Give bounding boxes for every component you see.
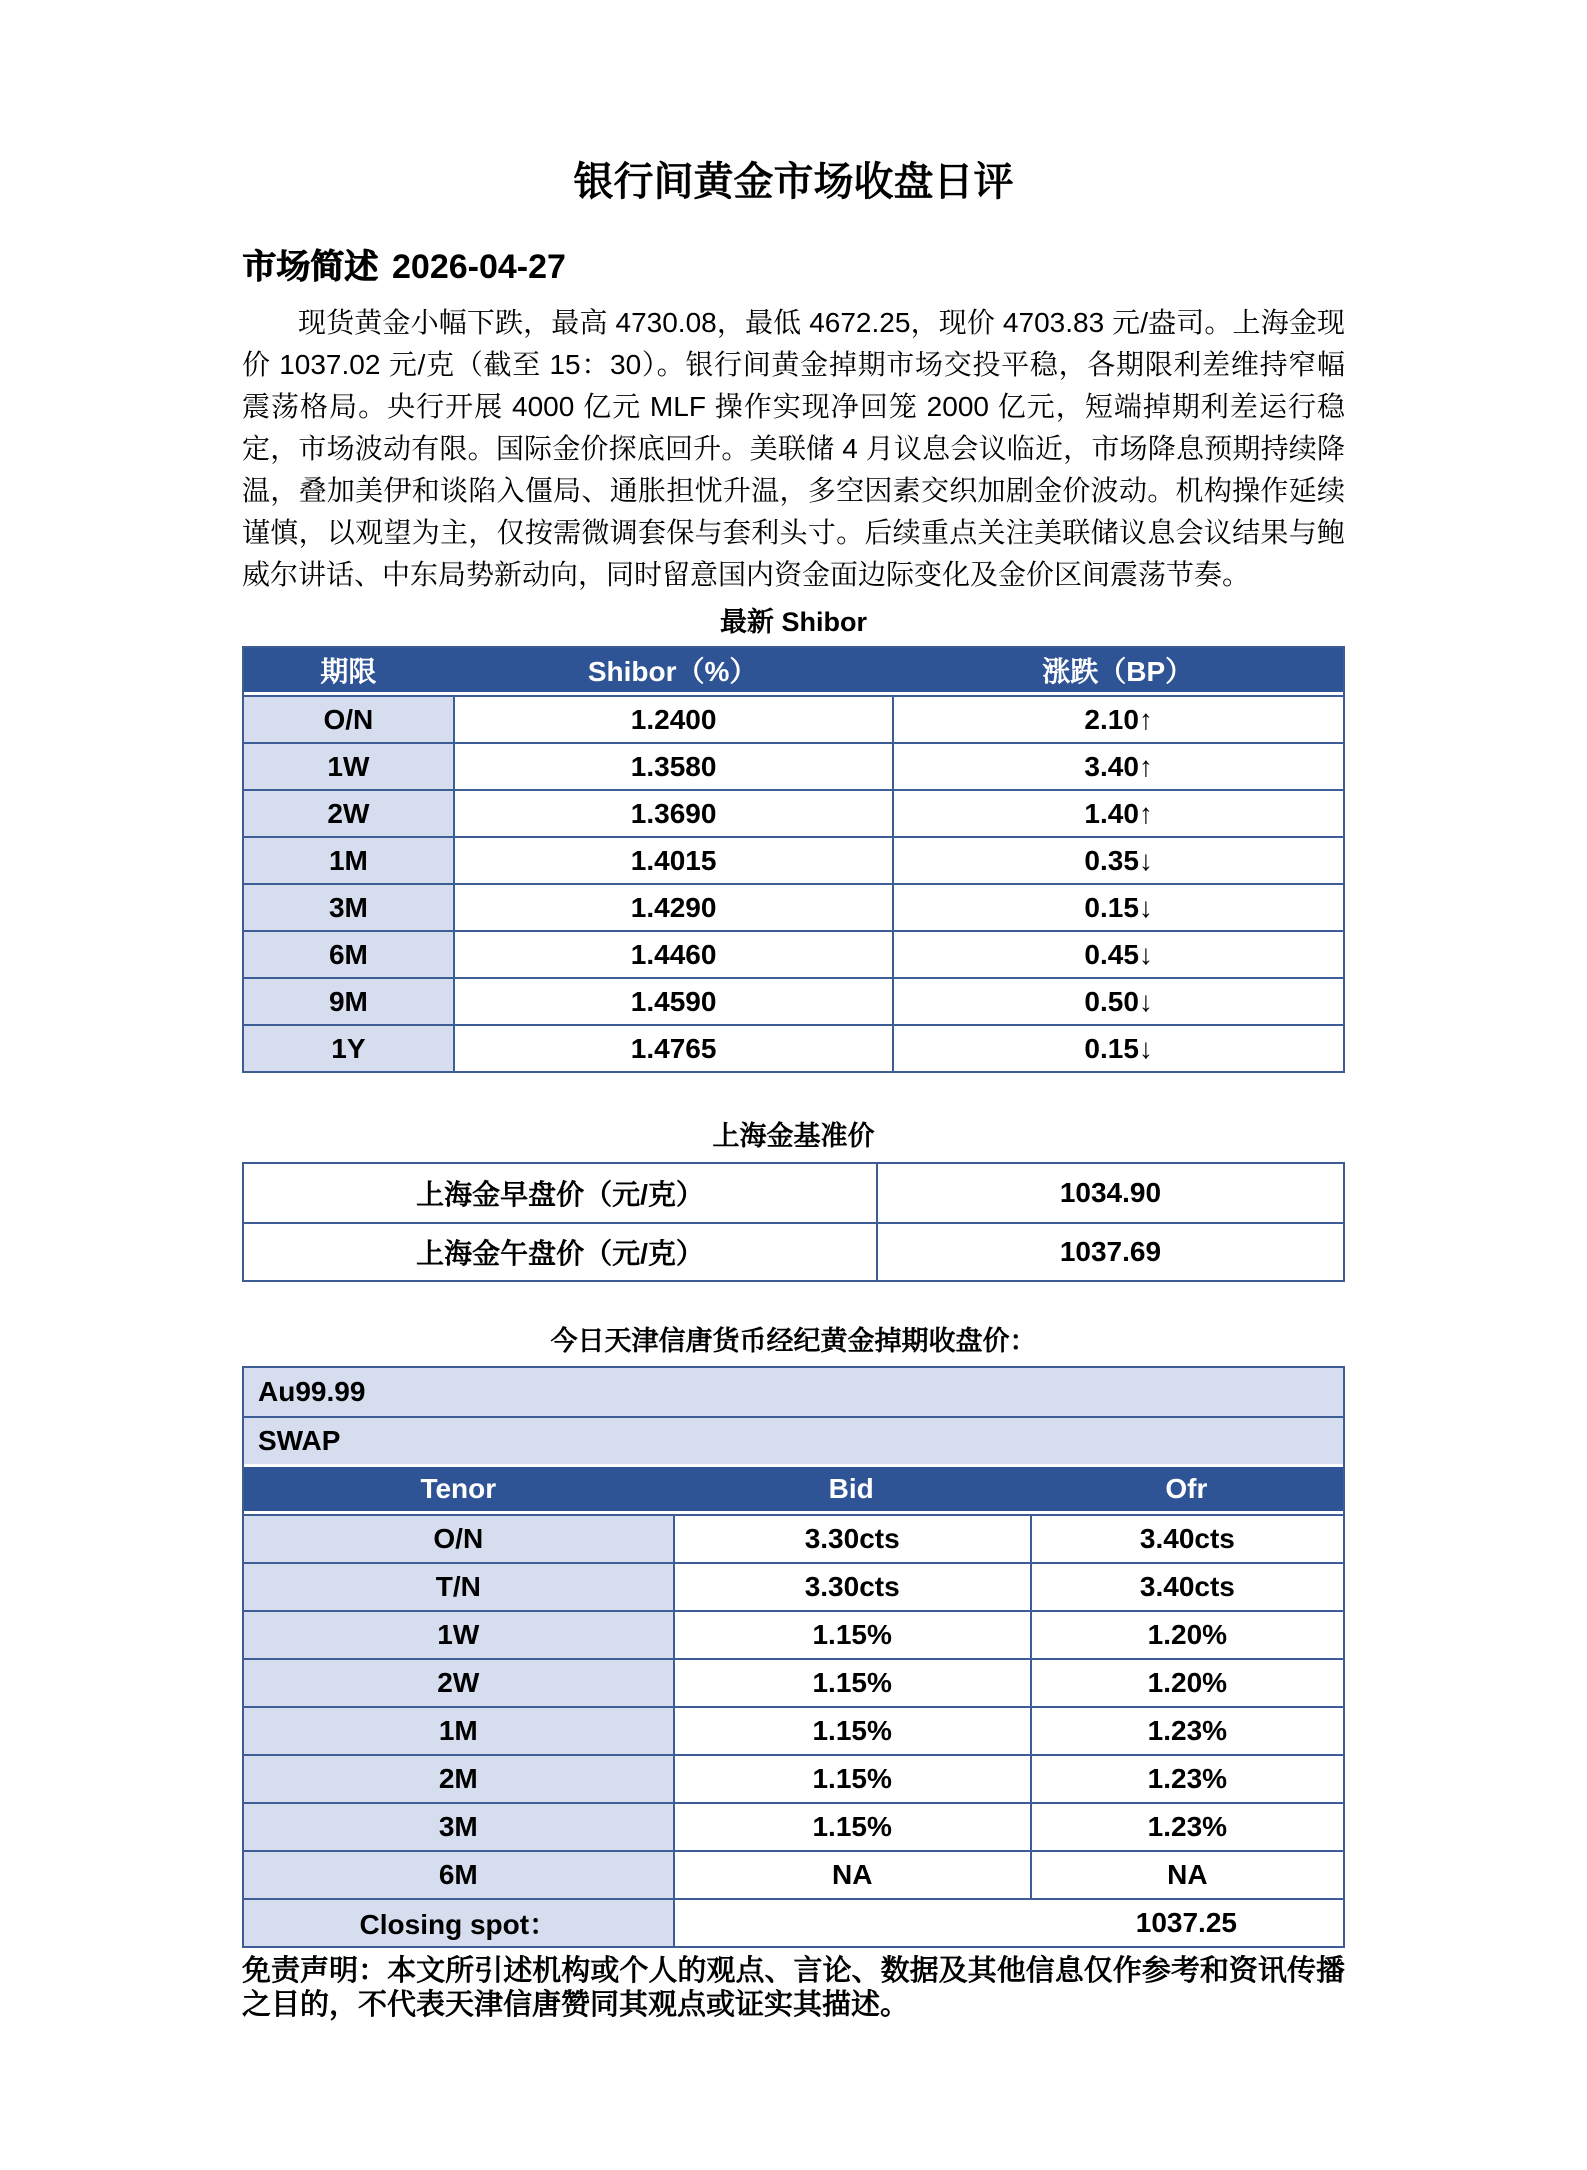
instrument-label: SWAP <box>244 1418 1343 1464</box>
tenor-cell: 6M <box>244 1852 673 1898</box>
disclaimer-text: 免责声明：本文所引述机构或个人的观点、言论、数据及其他信息仅作参考和资讯传播之目的，不代表天津信唐赞同其观点或证实其描述。 <box>242 1955 1345 2021</box>
price-label-cell: 上海金午盘价（元/克） <box>416 1238 704 1269</box>
price-value-cell: 1037.69 <box>876 1224 1343 1280</box>
table-row <box>244 1610 1343 1658</box>
shanghai-gold-table <box>242 1162 1345 1282</box>
bid-cell: 1.15% <box>673 1708 1030 1754</box>
shibor-header-change: 涨跌（BP） <box>1042 656 1194 687</box>
ofr-cell: 3.40cts <box>1030 1516 1343 1562</box>
table-row <box>244 1024 1343 1071</box>
table-row <box>244 695 1343 742</box>
table-row <box>244 1164 1343 1222</box>
ofr-cell: 1.23% <box>1030 1804 1343 1850</box>
table-row <box>244 1850 1343 1898</box>
tenor-cell: 3M <box>244 1804 673 1850</box>
swap-table-title: 今日天津信唐货币经纪黄金掉期收盘价： <box>550 1326 1037 1356</box>
table-row <box>244 1754 1343 1802</box>
section-heading-label: 市场简述 <box>242 248 378 286</box>
bid-cell: 3.30cts <box>673 1564 1030 1610</box>
bid-cell: 1.15% <box>673 1804 1030 1850</box>
rate-cell: 1.4590 <box>453 979 893 1024</box>
table-row <box>244 930 1343 977</box>
closing-spot-label: Closing spot： <box>244 1900 673 1946</box>
doc-title: 银行间黄金市场收盘日评 <box>573 160 1014 204</box>
tenor-cell: 2W <box>244 1660 673 1706</box>
price-value-cell: 1034.90 <box>876 1164 1343 1222</box>
tenor-cell: O/N <box>244 697 453 742</box>
swap-header-tenor: Tenor <box>420 1473 497 1504</box>
tenor-cell: 2W <box>244 791 453 836</box>
rate-cell: 1.3690 <box>453 791 893 836</box>
shibor-table <box>242 646 1345 1073</box>
change-cell: 0.15↓ <box>892 1026 1343 1071</box>
product-label: Au99.99 <box>244 1368 1343 1416</box>
ofr-cell: 1.23% <box>1030 1756 1343 1802</box>
swap-header-bid: Bid <box>828 1473 874 1504</box>
table-row <box>244 789 1343 836</box>
table-row <box>244 977 1343 1024</box>
shibor-table-title: 最新 Shibor <box>720 607 867 637</box>
table-row <box>244 1562 1343 1610</box>
market-summary-paragraph: 现货黄金小幅下跌，最高 4730.08，最低 4672.25，现价 4703.83 元/盎司。上海金现价 1037.02 元/克（截至 15：30）。银行间黄金掉期市场交投平稳，各期限利差维持窄幅震荡格局。央行开展 4000 亿元 MLF 操作实现净回笼 2000 亿元，短端掉期利差运行稳定，市场波动有限。国际金价探底回升。美联储 4 月议息会议临近，市场降息预期持续降温，叠加美伊和谈陷入僵局、通胀担忧升温，多空因素交织加剧金价波动。机构操作延续谨慎，以观望为主，仅按需微调套保与套利头寸。后续重点关注美联储议息会议结果与鲍威尔讲话、中东局势新动向，同时留意国内资金面边际变化及金价区间震荡节奏。 <box>242 307 1345 590</box>
tenor-cell: 1Y <box>244 1026 453 1071</box>
change-cell: 0.15↓ <box>892 885 1343 930</box>
swap-header-row <box>244 1464 1343 1514</box>
bid-cell: NA <box>673 1852 1030 1898</box>
rate-cell: 1.2400 <box>453 697 893 742</box>
closing-spot-value: 1037.25 <box>1135 1907 1237 1938</box>
section-date: 2026-04-27 <box>392 248 566 286</box>
change-cell: 0.50↓ <box>892 979 1343 1024</box>
table-row <box>244 883 1343 930</box>
shibor-header-tenor: 期限 <box>320 656 377 687</box>
table-row <box>244 1658 1343 1706</box>
rate-cell: 1.4765 <box>453 1026 893 1071</box>
table-row <box>244 1802 1343 1850</box>
tenor-cell: 3M <box>244 885 453 930</box>
product-row <box>244 1368 1343 1416</box>
tenor-cell: 1W <box>244 744 453 789</box>
price-label-cell: 上海金早盘价（元/克） <box>416 1179 704 1210</box>
shanghai-gold-title: 上海金基准价 <box>712 1121 875 1151</box>
ofr-cell: NA <box>1030 1852 1343 1898</box>
instrument-row <box>244 1416 1343 1464</box>
rate-cell: 1.4015 <box>453 838 893 883</box>
change-cell: 3.40↑ <box>892 744 1343 789</box>
change-cell: 0.45↓ <box>892 932 1343 977</box>
ofr-cell: 1.23% <box>1030 1708 1343 1754</box>
shibor-header-row <box>244 648 1343 695</box>
change-cell: 0.35↓ <box>892 838 1343 883</box>
table-row <box>244 1514 1343 1562</box>
tenor-cell: 6M <box>244 932 453 977</box>
change-cell: 1.40↑ <box>892 791 1343 836</box>
tenor-cell: 1M <box>244 1708 673 1754</box>
shibor-header-rate: Shibor（%） <box>587 656 758 687</box>
bid-cell: 1.15% <box>673 1612 1030 1658</box>
tenor-cell: 1W <box>244 1612 673 1658</box>
table-row <box>244 1222 1343 1280</box>
swap-header-ofr: Ofr <box>1165 1473 1208 1504</box>
document-content <box>242 0 1345 2022</box>
rate-cell: 1.4290 <box>453 885 893 930</box>
table-row <box>244 742 1343 789</box>
table-row <box>244 836 1343 883</box>
swap-table <box>242 1366 1345 1948</box>
tenor-cell: 1M <box>244 838 453 883</box>
ofr-cell: 3.40cts <box>1030 1564 1343 1610</box>
bid-cell: 1.15% <box>673 1756 1030 1802</box>
table-row <box>244 1706 1343 1754</box>
closing-spot-spacer <box>673 1900 1030 1946</box>
bid-cell: 1.15% <box>673 1660 1030 1706</box>
tenor-cell: O/N <box>244 1516 673 1562</box>
ofr-cell: 1.20% <box>1030 1612 1343 1658</box>
rate-cell: 1.4460 <box>453 932 893 977</box>
bid-cell: 3.30cts <box>673 1516 1030 1562</box>
tenor-cell: 9M <box>244 979 453 1024</box>
rate-cell: 1.3580 <box>453 744 893 789</box>
change-cell: 2.10↑ <box>892 697 1343 742</box>
closing-spot-row <box>244 1898 1343 1946</box>
section-heading <box>242 244 1345 290</box>
tenor-cell: T/N <box>244 1564 673 1610</box>
tenor-cell: 2M <box>244 1756 673 1802</box>
ofr-cell: 1.20% <box>1030 1660 1343 1706</box>
